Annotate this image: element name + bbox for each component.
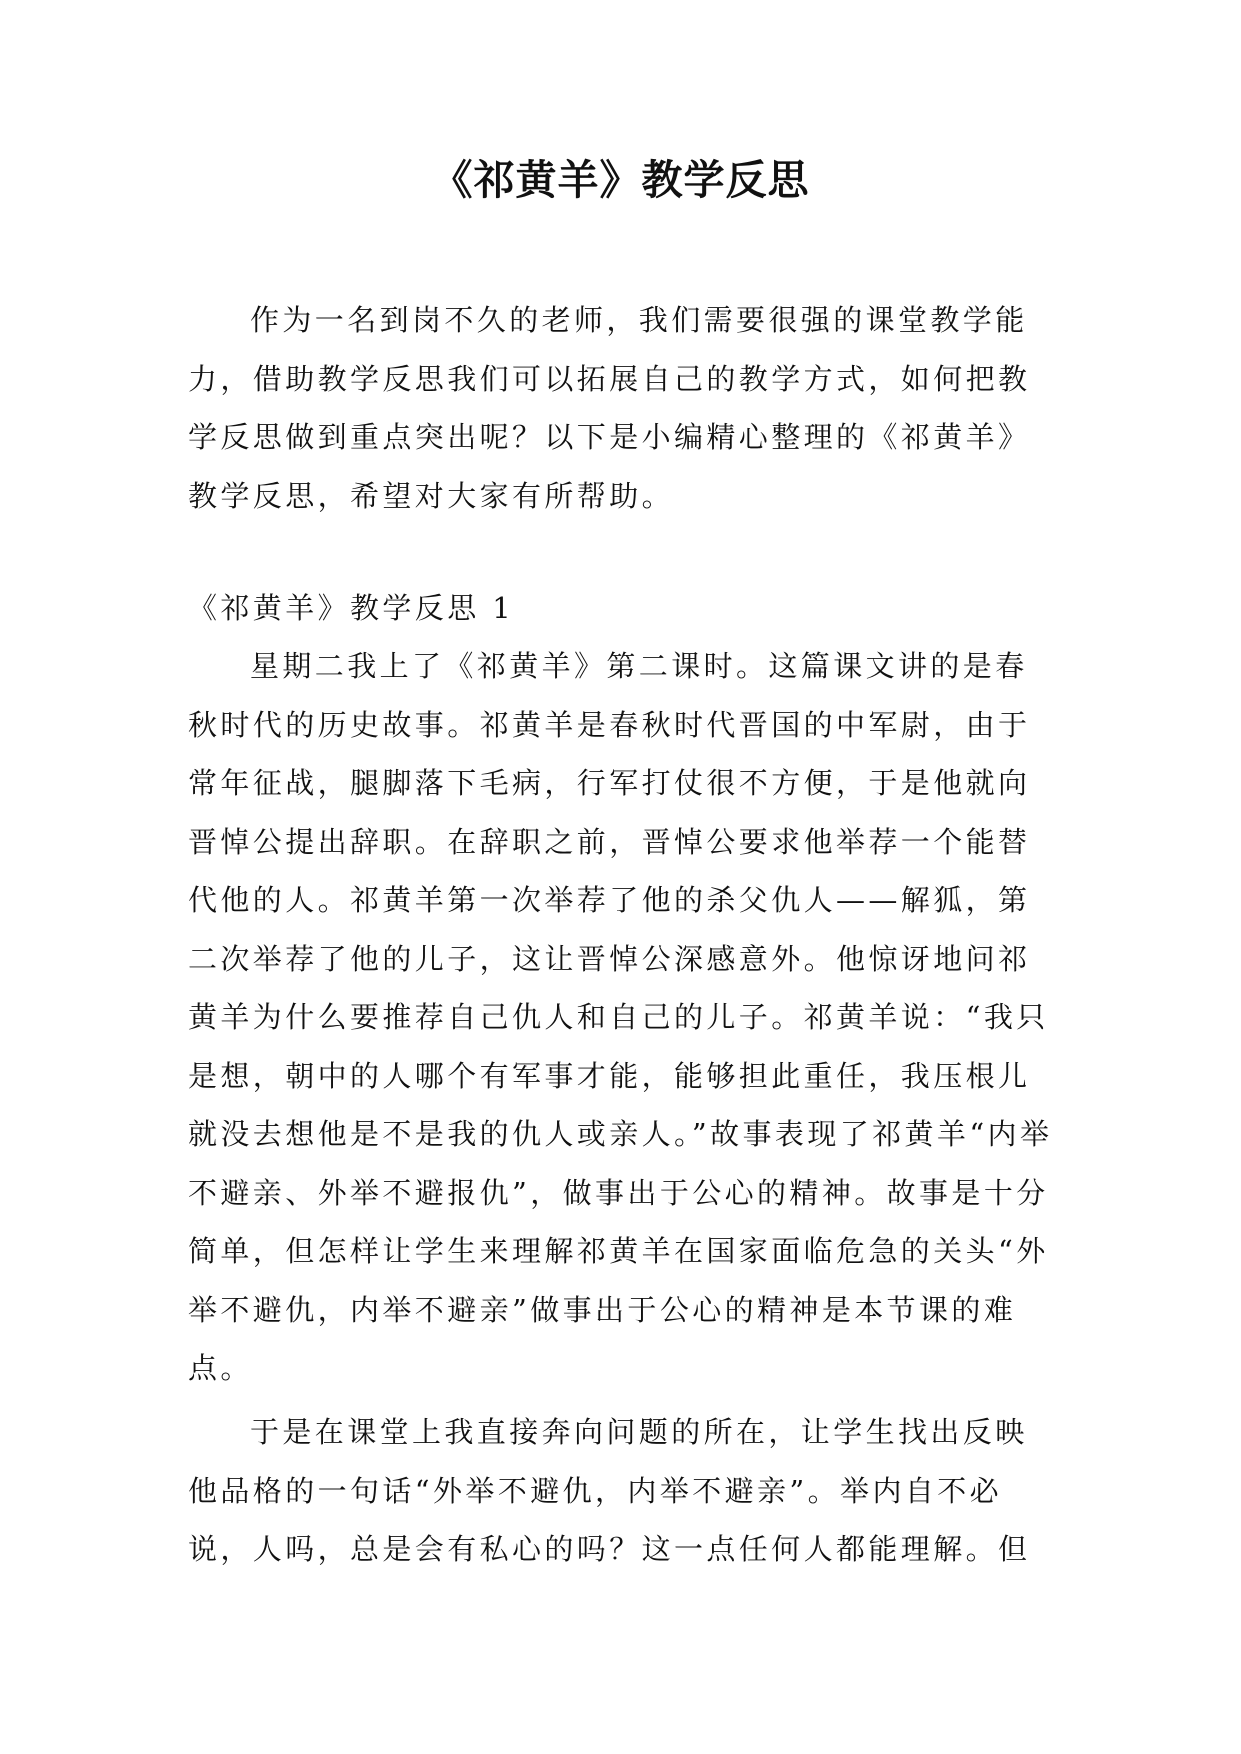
body-paragraph: 于是在课堂上我直接奔向问题的所在，让学生找出反映他品格的一句话“外举不避仇，内举不避亲”。举内自不必说，人吗，总是会有私心的吗？这一点任何人都能理解。但 (188, 1415, 1031, 1566)
intro-paragraph: 作为一名到岗不久的老师，我们需要很强的课堂教学能力，借助教学反思我们可以拓展自己的教学方式，如何把教学反思做到重点突出呢？以下是小编精心整理的《祁黄羊》教学反思，希望对大家有所帮助。 (188, 303, 1031, 513)
section-heading: 《祁黄羊》教学反思 1 (188, 591, 515, 625)
document-title: 《祁黄羊》教学反思 (431, 156, 810, 204)
body-paragraph: 星期二我上了《祁黄羊》第二课时。这篇课文讲的是春秋时代的历史故事。祁黄羊是春秋时代晋国的中军尉，由于常年征战，腿脚落下毛病，行军打仗很不方便，于是他就向晋悼公提出辞职。在辞职之前，晋悼公要求他举荐一个能替代他的人。祁黄羊第一次举荐了他的杀父仇人——解狐，第二次举荐了他的儿子，这让晋悼公深感意外。他惊讶地问祁黄羊为什么要推荐自己仇人和自己的儿子。祁黄羊说：“我只是想，朝中的人哪个有军事才能，能够担此重任，我压根儿就没去想他是不是我的仇人或亲人。”故事表现了祁黄羊“内举不避亲、外举不避报仇”，做事出于公心的精神。故事是十分简单，但怎样让学生来理解祁黄羊在国家面临危急的关头“外举不避仇，内举不避亲”做事出于公心的精神是本节课的难点。 (188, 649, 1053, 1385)
